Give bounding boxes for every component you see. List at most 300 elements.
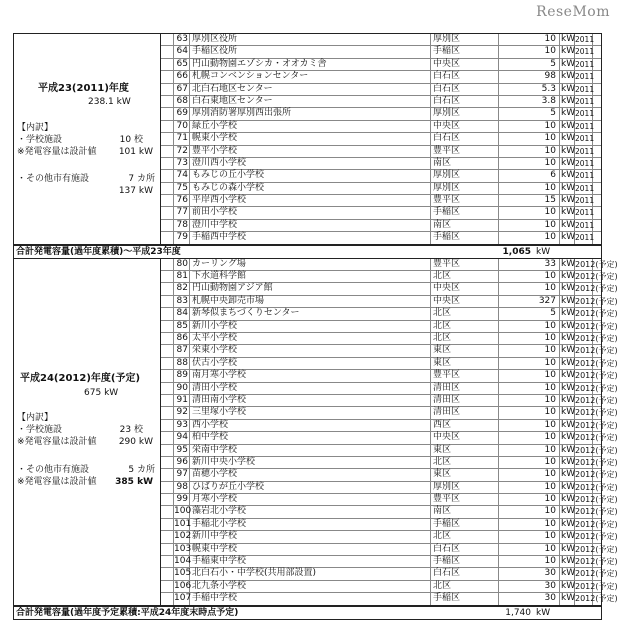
table-row	[161, 481, 618, 494]
install-year: 2012(予定)	[575, 470, 618, 480]
capacity-unit: kW	[561, 419, 576, 430]
row-end	[593, 46, 601, 57]
row-end	[593, 183, 601, 194]
row-spacer	[161, 108, 174, 119]
row-number: 65	[174, 59, 190, 70]
capacity-value: 10	[499, 457, 560, 468]
capacity-unit: kW	[561, 182, 576, 193]
ward-name: 東区	[431, 469, 499, 480]
section-2012-heading: 平成24(2012)年度(予定)	[20, 372, 141, 384]
capacity-unit: kW	[561, 456, 576, 467]
install-year: 2012(予定)	[575, 519, 618, 529]
facility-name: 手稲東中学校	[190, 556, 431, 567]
table-row	[161, 394, 618, 407]
install-year: 2012(予定)	[575, 507, 618, 517]
capacity-unit: kW	[561, 506, 576, 517]
capacity-unit: kW	[561, 71, 576, 82]
capacity-value: 10	[499, 207, 560, 218]
install-year: 2011	[575, 96, 595, 106]
ward-name: 手稲区	[431, 232, 499, 243]
row-end	[593, 494, 601, 505]
row-number: 94	[174, 432, 190, 443]
capacity-unit: kW	[561, 133, 576, 144]
capacity-value: 15	[499, 195, 560, 206]
table-row	[161, 593, 618, 604]
install-year: 2011	[575, 121, 595, 131]
capacity-value: 5	[499, 308, 560, 319]
table-row	[161, 308, 618, 320]
capacity-unit: kW	[561, 195, 576, 206]
ward-name: 北区	[431, 321, 499, 332]
row-spacer	[161, 556, 174, 567]
table-row	[161, 232, 601, 243]
install-year: 2012(予定)	[575, 259, 618, 269]
row-number: 92	[174, 407, 190, 418]
capacity-value: 10	[499, 506, 560, 517]
section-2012	[14, 258, 618, 606]
row-end	[593, 445, 601, 456]
row-number: 106	[174, 580, 192, 591]
capacity-unit: kW	[561, 46, 576, 57]
row-end	[593, 195, 601, 206]
row-number: 95	[174, 445, 190, 456]
capacity-unit: kW	[561, 568, 576, 579]
row-number: 77	[174, 207, 190, 218]
total-2012-unit: kW	[536, 607, 551, 618]
facility-name: 北白石地区センター	[190, 84, 431, 95]
facility-name: もみじの丘小学校	[190, 170, 431, 181]
row-spacer	[161, 59, 174, 70]
ward-name: 北区	[431, 308, 499, 319]
row-end	[593, 420, 601, 431]
facility-name: 太平小学校	[190, 333, 431, 344]
table-row	[161, 258, 618, 271]
table-row	[161, 531, 618, 543]
row-spacer	[161, 232, 174, 243]
capacity-unit: kW	[561, 83, 576, 94]
row-number: 78	[174, 220, 190, 231]
capacity-value: 3.8	[499, 96, 560, 107]
section-2011-capacity-unit: kW	[116, 97, 131, 107]
row-spacer	[161, 220, 174, 231]
table-row	[161, 71, 601, 83]
section-2012-summary	[14, 259, 161, 605]
row-end	[593, 333, 601, 344]
row-end	[593, 482, 601, 493]
capacity-unit: kW	[561, 357, 576, 368]
ward-name: 白石区	[431, 84, 499, 95]
ward-name: 北区	[431, 333, 499, 344]
row-number: 86	[174, 333, 190, 344]
facility-name: 平岸西小学校	[190, 195, 431, 206]
row-end	[593, 556, 601, 567]
capacity-value: 10	[499, 146, 560, 157]
ward-name: 白石区	[431, 133, 499, 144]
section-2012-other-count-unit: カ所	[136, 464, 155, 475]
ward-name: 東区	[431, 345, 499, 356]
ward-name: 手稲区	[431, 519, 499, 530]
row-spacer	[161, 506, 174, 517]
capacity-value: 10	[499, 519, 560, 530]
section-2012-other-cap	[115, 476, 153, 488]
row-number: 88	[174, 358, 190, 369]
row-spacer	[161, 96, 174, 107]
table-row	[161, 419, 618, 432]
facility-name: 新川中学校	[190, 531, 431, 542]
row-end	[593, 207, 601, 218]
row-end	[593, 531, 601, 542]
ward-name: 厚別区	[431, 108, 499, 119]
section-2011-other-count	[128, 173, 155, 185]
table-row	[161, 207, 601, 219]
section-2011-heading: 平成23(2011)年度	[38, 83, 129, 94]
row-number: 105	[174, 568, 192, 579]
row-end	[593, 232, 601, 243]
row-spacer	[161, 283, 174, 294]
install-year: 2012(予定)	[575, 532, 618, 542]
capacity-value: 10	[499, 420, 560, 431]
install-year: 2012(予定)	[575, 445, 618, 455]
facility-name: 伏古小学校	[190, 358, 431, 369]
row-end	[593, 519, 601, 530]
capacity-unit: kW	[561, 58, 576, 69]
capacity-unit: kW	[561, 556, 576, 567]
total-2012	[14, 606, 601, 619]
row-end	[593, 158, 601, 169]
capacity-unit: kW	[561, 518, 576, 529]
section-2012-school-line	[17, 424, 163, 436]
section-2012-school-count	[120, 424, 143, 436]
install-year: 2012(予定)	[575, 272, 618, 282]
watermark-logo: ReseMom	[536, 4, 610, 20]
section-2011-school-cap-value: 101	[118, 147, 136, 157]
facility-name: ひばりが丘小学校	[190, 482, 431, 493]
row-end	[593, 220, 601, 231]
row-number: 83	[174, 296, 190, 307]
table-row	[161, 332, 618, 345]
install-year: 2011	[575, 146, 595, 156]
table-row	[161, 133, 601, 145]
table-row	[161, 506, 618, 518]
row-end	[593, 108, 601, 119]
facility-name: 豊平小学校	[190, 146, 431, 157]
row-end	[593, 432, 601, 443]
facility-name: 厚別消防署厚別西出張所	[190, 108, 431, 119]
section-2011-school-line	[17, 134, 163, 146]
ward-name: 豊平区	[431, 195, 499, 206]
ward-name: 白石区	[431, 544, 499, 555]
row-number: 74	[174, 170, 190, 181]
total-2012-amount: 1,740	[505, 607, 531, 618]
capacity-unit: kW	[561, 271, 576, 282]
total-2012-label: 合計発電容量(過年度予定累積:平成24年度末時点予定)	[16, 607, 239, 618]
table-row	[161, 543, 618, 556]
ward-name: 南区	[431, 506, 499, 517]
facility-name: 北九条小学校	[190, 581, 431, 592]
ward-name: 豊平区	[431, 494, 499, 505]
capacity-value: 10	[499, 183, 560, 194]
install-year: 2012(予定)	[575, 371, 618, 381]
facility-name: 南月寒小学校	[190, 370, 431, 381]
install-year: 2012(予定)	[575, 482, 618, 492]
table-row	[161, 444, 618, 457]
ward-name: 西区	[431, 420, 499, 431]
install-year: 2012(予定)	[575, 433, 618, 443]
row-number: 101	[174, 518, 192, 529]
capacity-unit: kW	[561, 444, 576, 455]
section-2012-school-note: ※発電容量は設計値	[17, 436, 97, 447]
table-row	[161, 34, 601, 46]
ward-name: 白石区	[431, 96, 499, 107]
facility-name: 手稲中学校	[190, 593, 431, 604]
install-year: 2011	[575, 47, 595, 57]
row-spacer	[161, 71, 174, 82]
row-end	[593, 395, 601, 406]
row-end	[593, 271, 601, 282]
capacity-value: 10	[499, 432, 560, 443]
facility-name: 澄川中学校	[190, 220, 431, 231]
section-2012-other-cap-line	[17, 476, 163, 488]
facility-name: 北白石小・中学校(共用部設置)	[190, 568, 431, 579]
row-number: 100	[174, 506, 192, 517]
section-2011-school-cap-unit: kW	[138, 147, 153, 157]
ward-name: 北区	[431, 271, 499, 282]
install-year: 2011	[575, 171, 595, 181]
facility-name: 手稲西中学校	[190, 232, 431, 243]
section-2011-school-count-unit: 校	[133, 135, 143, 145]
row-number: 64	[174, 46, 190, 57]
install-year: 2011	[575, 72, 595, 82]
install-year: 2012(予定)	[575, 544, 618, 554]
row-end	[593, 283, 601, 294]
section-2011-other-label: ・その他市有施設	[17, 174, 90, 184]
capacity-unit: kW	[561, 308, 576, 319]
facility-name: 手稲区役所	[190, 46, 431, 57]
install-year: 2011	[575, 196, 595, 206]
section-2011-school-cap-line	[17, 146, 163, 158]
install-year: 2012(予定)	[575, 569, 618, 579]
section-2011-other-cap-unit: kW	[138, 186, 153, 196]
capacity-value: 10	[499, 158, 560, 169]
capacity-unit: kW	[561, 320, 576, 331]
section-2012-other-count	[128, 464, 155, 476]
row-end	[593, 59, 601, 70]
row-end	[593, 308, 601, 319]
capacity-value: 10	[499, 494, 560, 505]
capacity-unit: kW	[561, 481, 576, 492]
table-row	[161, 96, 601, 108]
ward-name: 北区	[431, 531, 499, 542]
total-2011-label: 合計発電容量(過年度累積)〜平成23年度	[16, 246, 181, 257]
section-2011-school-note: ※発電容量は設計値	[17, 147, 97, 157]
table-row	[161, 271, 618, 283]
facility-name: 幌東中学校	[190, 544, 431, 555]
capacity-value: 327	[499, 296, 560, 307]
row-number: 72	[174, 146, 190, 157]
row-end	[593, 407, 601, 418]
facility-name: 札幌中央卸売市場	[190, 296, 431, 307]
capacity-unit: kW	[561, 432, 576, 443]
table-row	[161, 556, 618, 568]
row-number: 75	[174, 183, 190, 194]
table-row	[161, 283, 618, 295]
row-end	[593, 170, 601, 181]
capacity-value: 10	[499, 271, 560, 282]
section-2012-other-cap-value: 385	[115, 476, 134, 487]
row-spacer	[161, 395, 174, 406]
ward-name: 中央区	[431, 283, 499, 294]
table-row	[161, 345, 618, 357]
table-row	[161, 46, 601, 58]
row-end	[593, 259, 601, 270]
row-end	[593, 345, 601, 356]
table-row	[161, 357, 618, 370]
section-2012-other-note: ※発電容量は設計値	[17, 476, 97, 487]
facility-name: 月寒小学校	[190, 494, 431, 505]
facility-name: もみじの森小学校	[190, 183, 431, 194]
capacity-unit: kW	[561, 207, 576, 218]
row-spacer	[161, 308, 174, 319]
ward-name: 南区	[431, 220, 499, 231]
section-2011-breakdown-label: 【内訳】	[17, 123, 54, 133]
install-year: 2012(予定)	[575, 346, 618, 356]
section-2012-school-cap	[119, 436, 153, 448]
facility-name: 清田小学校	[190, 383, 431, 394]
row-number: 93	[174, 420, 190, 431]
install-year: 2012(予定)	[575, 495, 618, 505]
section-2012-other-label: ・その他市有施設	[17, 464, 90, 475]
ward-name: 中央区	[431, 121, 499, 132]
row-number: 80	[174, 259, 190, 270]
facility-name: 札幌コンベンションセンター	[190, 71, 431, 82]
facility-name: 栄東小学校	[190, 345, 431, 356]
ward-name: 東区	[431, 358, 499, 369]
ward-name: 手稲区	[431, 207, 499, 218]
capacity-unit: kW	[561, 593, 576, 604]
table-row	[161, 170, 601, 182]
capacity-value: 5	[499, 108, 560, 119]
total-2011-amount: 1,065	[502, 246, 531, 257]
facility-name: 下水道科学館	[190, 271, 431, 282]
section-2012-rows	[161, 258, 618, 605]
row-number: 69	[174, 108, 190, 119]
row-number: 97	[174, 469, 190, 480]
row-end	[593, 469, 601, 480]
ward-name: 厚別区	[431, 482, 499, 493]
row-end	[593, 146, 601, 157]
ward-name: 清田区	[431, 407, 499, 418]
section-2011-school-cap	[119, 146, 153, 158]
install-year: 2012(予定)	[575, 321, 618, 331]
install-year: 2012(予定)	[575, 358, 618, 368]
table-row	[161, 568, 618, 580]
capacity-unit: kW	[561, 157, 576, 168]
capacity-unit: kW	[561, 394, 576, 405]
table-row	[161, 494, 618, 506]
capacity-value: 30	[499, 581, 560, 592]
install-year: 2011	[575, 233, 595, 243]
capacity-value: 10	[499, 407, 560, 418]
row-number: 79	[174, 232, 190, 243]
capacity-unit: kW	[561, 580, 576, 591]
row-spacer	[161, 544, 174, 555]
ward-name: 厚別区	[431, 183, 499, 194]
capacity-unit: kW	[561, 34, 576, 44]
capacity-unit: kW	[561, 332, 576, 343]
capacity-unit: kW	[561, 120, 576, 131]
table-row	[161, 84, 601, 96]
row-number: 96	[174, 457, 190, 468]
facility-name: 円山動物園アジア館	[190, 283, 431, 294]
section-2011-other-cap-value: 137	[118, 186, 136, 196]
solar-capacity-table	[13, 33, 618, 620]
capacity-value: 10	[499, 333, 560, 344]
capacity-unit: kW	[561, 345, 576, 356]
table-row	[161, 195, 601, 207]
row-end	[593, 358, 601, 369]
facility-name: 澄川西小学校	[190, 158, 431, 169]
install-year: 2011	[575, 59, 595, 69]
table-row	[161, 370, 618, 382]
install-year: 2012(予定)	[575, 395, 618, 405]
row-end	[593, 370, 601, 381]
row-spacer	[161, 296, 174, 307]
section-2011-school-count	[120, 134, 143, 146]
row-spacer	[161, 321, 174, 332]
total-2011	[14, 245, 601, 259]
row-spacer	[161, 358, 174, 369]
row-number: 89	[174, 370, 190, 381]
row-end	[593, 506, 601, 517]
install-year: 2012(予定)	[575, 594, 618, 604]
row-end	[593, 121, 601, 132]
install-year: 2011	[575, 109, 595, 119]
row-spacer	[161, 568, 174, 579]
capacity-value: 10	[499, 531, 560, 542]
ward-name: 手稲区	[431, 46, 499, 57]
capacity-value: 10	[499, 46, 560, 57]
row-number: 103	[174, 543, 192, 554]
ward-name: 北区	[431, 457, 499, 468]
facility-name: 白石東地区センター	[190, 96, 431, 107]
capacity-value: 10	[499, 321, 560, 332]
capacity-value: 10	[499, 370, 560, 381]
table-row	[161, 456, 618, 469]
row-number: 76	[174, 195, 190, 206]
capacity-value: 10	[499, 283, 560, 294]
capacity-value: 5	[499, 59, 560, 70]
install-year: 2012(予定)	[575, 557, 618, 567]
row-end	[593, 457, 601, 468]
facility-name: 円山動物園エゾシカ・オオカミ舎	[190, 59, 431, 70]
facility-name: 苗穂小学校	[190, 469, 431, 480]
section-2011-other-count-value: 7	[128, 174, 135, 184]
section-2012-breakdown-label: 【内訳】	[17, 412, 54, 423]
row-number: 90	[174, 383, 190, 394]
ward-name: 豊平区	[431, 370, 499, 381]
row-spacer	[161, 494, 174, 505]
row-number: 104	[174, 556, 192, 567]
capacity-value: 10	[499, 220, 560, 231]
capacity-value: 10	[499, 232, 560, 243]
row-spacer	[161, 333, 174, 344]
row-end	[593, 593, 601, 604]
row-end	[593, 296, 601, 307]
section-2011-other-line	[17, 173, 163, 185]
section-2012-capacity-unit: kW	[104, 387, 119, 398]
section-2012-school-cap-value: 290	[118, 436, 136, 447]
row-spacer	[161, 519, 174, 530]
